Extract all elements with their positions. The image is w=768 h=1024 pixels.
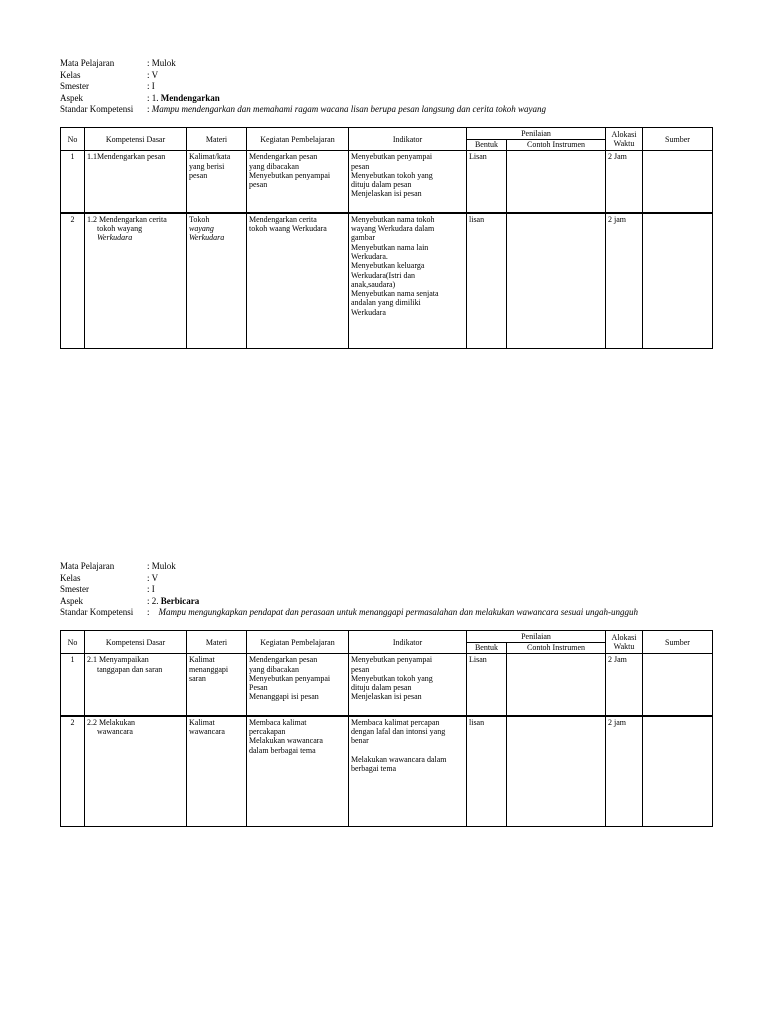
cell-bentuk: lisan xyxy=(467,716,507,827)
th-penilaian: Penilaian xyxy=(467,631,606,643)
th-contoh-instrumen: Contoh Instrumen xyxy=(507,643,606,654)
label-kelas: Kelas xyxy=(60,572,81,583)
cell-contoh xyxy=(507,213,606,349)
th-alokasi: Alokasi Waktu xyxy=(606,631,643,654)
label-aspek: Aspek xyxy=(60,92,83,103)
sk-text: Mampu mendengarkan dan memahami ragam wacana lisan berupa pesan langsung dan cerita tokoh wayang xyxy=(151,104,546,114)
label-standar-kompetensi: Standar Kompetensi xyxy=(60,104,134,114)
cell-sumber xyxy=(643,151,713,213)
cell-no: 1 xyxy=(61,151,85,213)
th-indikator: Indikator xyxy=(349,631,467,654)
sk-prefix: : xyxy=(147,607,159,617)
table-row xyxy=(61,654,713,716)
aspek-title: Berbicara xyxy=(160,595,200,606)
th-alokasi: Alokasi Waktu xyxy=(606,128,643,151)
table-row xyxy=(61,151,713,213)
silabus-table xyxy=(60,630,713,827)
cell-alokasi: 2 Jam xyxy=(606,151,643,213)
cell-materi: Kalimat/kata yang berisi pesan xyxy=(187,151,247,213)
table-row xyxy=(61,213,713,349)
sk-prefix: : xyxy=(147,104,152,114)
cell-sumber xyxy=(643,716,713,827)
cell-alokasi: 2 jam xyxy=(606,716,643,827)
cell-bentuk: lisan xyxy=(467,213,507,349)
cell-sumber xyxy=(643,654,713,716)
th-kegiatan: Kegiatan Pembelajaran xyxy=(247,631,349,654)
cell-contoh xyxy=(507,716,606,827)
section-berbicara xyxy=(60,561,712,827)
section-mendengarkan xyxy=(60,58,712,349)
th-bentuk: Bentuk xyxy=(467,643,507,654)
th-penilaian: Penilaian xyxy=(467,128,606,140)
th-materi: Materi xyxy=(187,631,247,654)
th-kompetensi-dasar: Kompetensi Dasar xyxy=(85,631,187,654)
cell-kd: 2.2 Melakukan wawancara xyxy=(85,716,187,827)
th-bentuk: Bentuk xyxy=(467,140,507,151)
label-mata-pelajaran: Mata Pelajaran xyxy=(60,58,115,68)
value-smester: : I xyxy=(147,584,155,594)
th-sumber: Sumber xyxy=(643,631,713,654)
cell-no: 2 xyxy=(61,716,85,827)
cell-kd: 1.1Mendengarkan pesan xyxy=(85,151,187,213)
cell-bentuk: Lisan xyxy=(467,151,507,213)
cell-kegiatan: Membaca kalimat percakapan Melakukan wawancara dalam berbagai tema xyxy=(247,716,349,827)
cell-bentuk: Lisan xyxy=(467,654,507,716)
label-smester: Smester xyxy=(60,81,89,91)
cell-indikator: Menyebutkan nama tokoh wayang Werkudara dalam gambar Menyebutkan nama lain Werkudara. Menyebutkan keluarga Werkudara(Istri dan anak,saudara) Menyebutkan nama senjata andalan yang dimiliki Werkudara xyxy=(349,213,467,349)
value-kelas: : V xyxy=(147,69,159,80)
cell-kegiatan: Mendengarkan pesan yang dibacakan Menyebutkan penyampai Pesan Menanggapi isi pesan xyxy=(247,654,349,716)
cell-indikator: Menyebutkan penyampai pesan Menyebutkan tokoh yang dituju dalam pesan Menjelaskan isi pesan xyxy=(349,654,467,716)
th-materi: Materi xyxy=(187,128,247,151)
th-no: No xyxy=(61,128,85,151)
sk-text: Mampu mengungkapkan pendapat dan perasaan untuk menanggapi permasalahan dan melakukan wawancara sesuai ungah-ungguh xyxy=(158,607,638,617)
cell-alokasi: 2 jam xyxy=(606,213,643,349)
label-standar-kompetensi: Standar Kompetensi xyxy=(60,607,134,617)
cell-materi: Kalimat menanggapi saran xyxy=(187,654,247,716)
value-mata-pelajaran: : Mulok xyxy=(147,561,176,571)
aspek-title: Mendengarkan xyxy=(160,92,220,103)
label-mata-pelajaran: Mata Pelajaran xyxy=(60,561,115,571)
cell-alokasi: 2 Jam xyxy=(606,654,643,716)
cell-indikator: Menyebutkan penyampai pesan Menyebutkan tokoh yang dituju dalam pesan Menjelaskan isi pesan xyxy=(349,151,467,213)
cell-kegiatan: Mendengarkan pesan yang dibacakan Menyebutkan penyampai pesan xyxy=(247,151,349,213)
label-aspek: Aspek xyxy=(60,595,83,606)
th-sumber: Sumber xyxy=(643,128,713,151)
cell-materi: Kalimat wawancara xyxy=(187,716,247,827)
cell-kd: 1.2 Mendengarkan cerita tokoh wayang Werkudara xyxy=(85,213,187,349)
cell-kegiatan: Mendengarkan cerita tokoh waang Werkudara xyxy=(247,213,349,349)
cell-no: 1 xyxy=(61,654,85,716)
cell-kd: 2.1 Menyampaikan tanggapan dan saran xyxy=(85,654,187,716)
cell-materi: Tokoh wayang Werkudara xyxy=(187,213,247,349)
th-kegiatan: Kegiatan Pembelajaran xyxy=(247,128,349,151)
cell-contoh xyxy=(507,151,606,213)
th-kompetensi-dasar: Kompetensi Dasar xyxy=(85,128,187,151)
value-smester: : I xyxy=(147,81,155,91)
silabus-table xyxy=(60,127,713,349)
cell-contoh xyxy=(507,654,606,716)
section-header xyxy=(60,58,712,127)
cell-indikator: Membaca kalimat percapan dengan lafal dan intonsi yang benar Melakukan wawancara dalam berbagai tema xyxy=(349,716,467,827)
th-no: No xyxy=(61,631,85,654)
th-indikator: Indikator xyxy=(349,128,467,151)
table-row xyxy=(61,716,713,827)
section-header xyxy=(60,561,712,630)
cell-sumber xyxy=(643,213,713,349)
value-kelas: : V xyxy=(147,572,159,583)
label-smester: Smester xyxy=(60,584,89,594)
cell-no: 2 xyxy=(61,213,85,349)
th-contoh-instrumen: Contoh Instrumen xyxy=(507,140,606,151)
aspek-prefix: : 1. xyxy=(147,92,161,103)
aspek-prefix: : 2. xyxy=(147,595,161,606)
label-kelas: Kelas xyxy=(60,69,81,80)
value-mata-pelajaran: : Mulok xyxy=(147,58,176,68)
